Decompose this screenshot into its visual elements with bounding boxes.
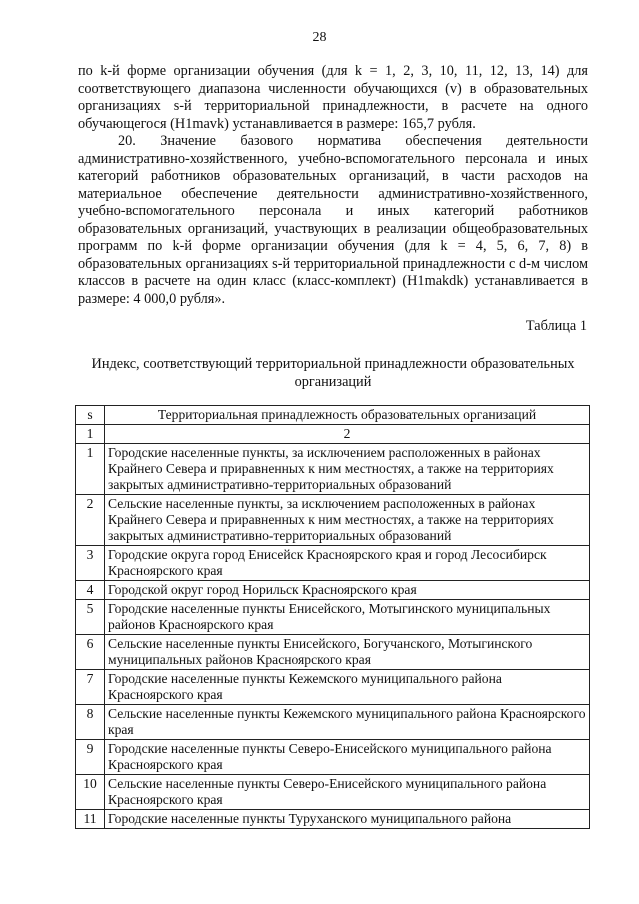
row-s: 8 <box>76 705 105 740</box>
table-row <box>76 810 590 829</box>
table-title: Индекс, соответствующий территориальной принадлежности образовательных организаций <box>91 356 575 390</box>
territorial-index-table <box>75 405 590 829</box>
row-territory: Городские населенные пункты Туруханского муниципального района <box>105 810 590 829</box>
paragraph-item-20: 20. Значение базового норматива обеспечения деятельности административно-хозяйственного, учебно-вспомогательного персонала и иных категорий работников образовательных организаций, в части расходов на материальное обеспечение деятельности административно-хозяйственного, учебно-вспомогательного персонала и иных категорий работников образовательных организаций, участвующих в реализации общеобразовательных программ по k-й форме организации обучения (для k = 4, 5, 6, 7, 8) в образовательных организациях s-й территориальной принадлежности с d-м числом классов в расчете на один класс (класс-комплект) (H1makdk) устанавливается в размере: 4 000,0 рубля». <box>78 133 588 307</box>
table-row <box>76 740 590 775</box>
table-row <box>76 444 590 495</box>
row-territory: Сельские населенные пункты Енисейского, Богучанского, Мотыгинского муниципальных районов Красноярского края <box>105 635 590 670</box>
table-row <box>76 775 590 810</box>
table-row <box>76 546 590 581</box>
header-territory: Территориальная принадлежность образовательных организаций <box>105 406 590 425</box>
header-s: s <box>76 406 105 425</box>
table-row <box>76 670 590 705</box>
page-number: 28 <box>312 30 327 45</box>
index-col-1: 1 <box>76 425 105 444</box>
index-col-2: 2 <box>105 425 590 444</box>
row-s: 4 <box>76 581 105 600</box>
row-s: 1 <box>76 444 105 495</box>
row-territory: Городские населенные пункты Енисейского, Мотыгинского муниципальных районов Красноярского края <box>105 600 590 635</box>
row-s: 11 <box>76 810 105 829</box>
row-s: 9 <box>76 740 105 775</box>
table-header-row <box>76 406 590 425</box>
row-territory: Сельские населенные пункты, за исключением расположенных в районах Крайнего Севера и приравненных к ним местностях, а также на территориях закрытых административно-территориальных образований <box>105 495 590 546</box>
table-row <box>76 495 590 546</box>
row-s: 5 <box>76 600 105 635</box>
table-row <box>76 600 590 635</box>
table-index-row <box>76 425 590 444</box>
table-row <box>76 581 590 600</box>
row-territory: Городские населенные пункты, за исключением расположенных в районах Крайнего Севера и приравненных к ним местностях, а также на территориях закрытых административно-территориальных образований <box>105 444 590 495</box>
row-territory: Городские округа город Енисейск Красноярского края и город Лесосибирск Красноярского края <box>105 546 590 581</box>
row-territory: Сельские населенные пункты Северо-Енисейского муниципального района Красноярского края <box>105 775 590 810</box>
row-territory: Городской округ город Норильск Красноярского края <box>105 581 590 600</box>
row-territory: Городские населенные пункты Северо-Енисейского муниципального района Красноярского края <box>105 740 590 775</box>
row-s: 7 <box>76 670 105 705</box>
row-s: 3 <box>76 546 105 581</box>
row-s: 6 <box>76 635 105 670</box>
row-territory: Сельские населенные пункты Кежемского муниципального района Красноярского края <box>105 705 590 740</box>
table-label: Таблица 1 <box>525 318 587 334</box>
table-row <box>76 635 590 670</box>
row-territory: Городские населенные пункты Кежемского муниципального района Красноярского края <box>105 670 590 705</box>
paragraph-continuation: по k-й форме организации обучения (для k = 1, 2, 3, 10, 11, 12, 13, 14) для соответствующего диапазона численности обучающихся (v) в образовательных организациях s-й территориальной принадлежности, в расчете на одного обучающегося (H1mavk) устанавливается в размере: 165,7 рубля. <box>78 63 588 132</box>
table-row <box>76 705 590 740</box>
row-s: 10 <box>76 775 105 810</box>
row-s: 2 <box>76 495 105 546</box>
